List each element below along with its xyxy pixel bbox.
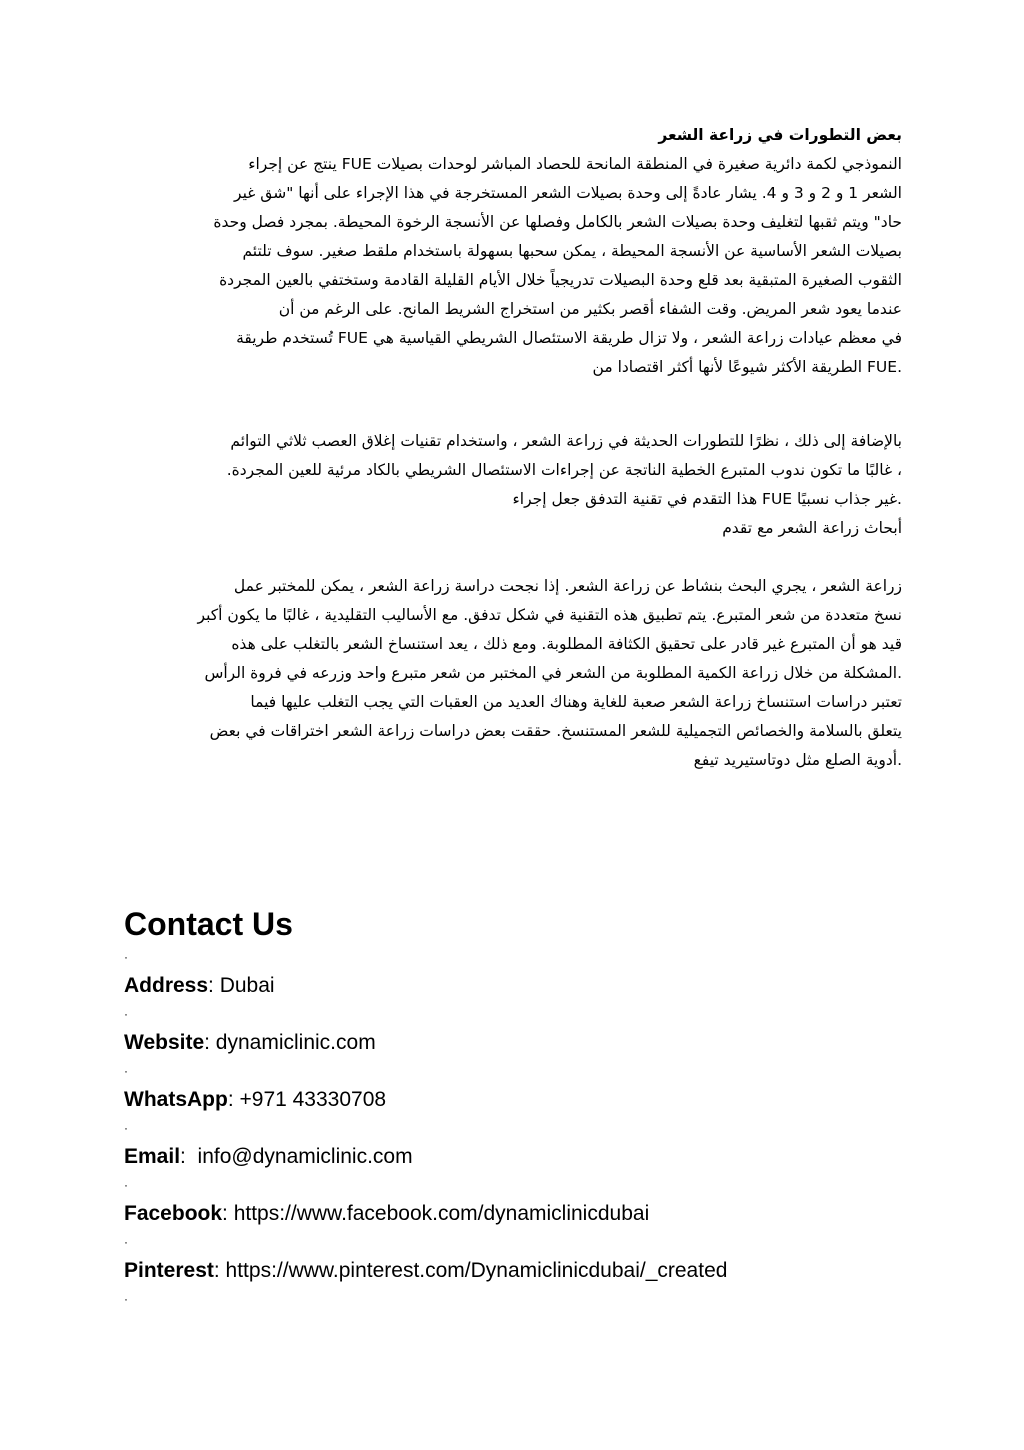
paragraph-line: حاد" ويتم ثقبها لتغليف وحدة بصيلات الشعر بالكامل وفصلها عن الأنسجة الرخوة المحيطة. بمجرد فصل وحدة [213,213,902,231]
whatsapp-number[interactable]: : +971 43330708 [227,1088,387,1111]
contact-row-email [124,1138,924,1176]
website-label: Website [124,1031,205,1054]
bullet-dot: · [124,1178,128,1192]
paragraph-line: قيد هو أن المتبرع غير قادر على تحقيق الكثافة المطلوبة. ومع ذلك ، يعد استنساخ الشعر بالتغلب على هذه [231,635,902,653]
bullet-dot: · [124,1292,128,1306]
section-heading: بعض التطورات في زراعة الشعر [658,126,902,144]
paragraph-line: في معظم عيادات زراعة الشعر ، ولا تزال طريقة الاستئصال الشريطي القياسية هي FUE تُستخدم طريقة [236,329,902,347]
paragraph-line: ، غالبًا ما تكون ندوب المتبرع الخطية الناتجة عن إجراءات الاستئصال الشريطي بالكاد مرئية للعين المجردة. [226,461,902,479]
paragraph-line: بالإضافة إلى ذلك ، نظرًا للتطورات الحديثة في زراعة الشعر ، واستخدام تقنيات إغلاق العصب ثلاثي التوائم [230,432,902,450]
pinterest-label: Pinterest [124,1259,214,1282]
article-section-3 [124,572,902,775]
address-label: Address [124,974,209,997]
bullet-dot: · [124,1121,128,1135]
contact-row-whatsapp [124,1081,924,1119]
article-section-2 [124,427,902,543]
contact-title: Contact Us [124,906,293,942]
whatsapp-label: WhatsApp [124,1088,228,1111]
paragraph-line: .غير جذاب نسبيًا FUE هذا التقدم في تقنية التدفق جعل إجراء [512,490,902,508]
pinterest-link[interactable]: : https://www.pinterest.com/Dynamiclinicdubai/_created [213,1259,728,1282]
paragraph-line: بصيلات الشعر الأساسية عن الأنسجة المحيطة ، يمكن سحبها بسهولة باستخدام ملقط صغير. سوف تلتئم [242,242,902,260]
paragraph-line: النموذجي لكمة دائرية صغيرة في المنطقة المانحة للحصاد المباشر لوحدات بصيلات FUE ينتج عن إجراء [248,155,902,173]
paragraph-line: الثقوب الصغيرة المتبقية بعد قلع وحدة البصيلات تدريجياً خلال الأيام القليلة القادمة وستختفي بالعين المجردة [219,271,902,289]
address-value: : Dubai [208,974,275,997]
article-section-1 [124,121,902,382]
paragraph-line: عندما يعود شعر المريض. وقت الشفاء أقصر بكثير من استخراج الشريط المانح. على الرغم من أن [278,300,902,318]
bullet-dot: · [124,1235,128,1249]
website-link[interactable]: : dynamiclinic.com [204,1031,376,1054]
paragraph-line: .FUE الطريقة الأكثر شيوعًا لأنها أكثر اقتصادا من [592,358,902,376]
paragraph-line: .أدوية الصلع مثل دوتاستيريد تيفع [693,751,902,769]
bullet-dot: · [124,1064,128,1078]
contact-row-website [124,1024,924,1062]
facebook-label: Facebook [124,1202,223,1225]
paragraph-line: تعتبر دراسات استنساخ زراعة الشعر صعبة للغاية وهناك العديد من العقبات التي يجب التغلب عليها فيما [250,693,902,711]
email-label: Email [124,1145,181,1168]
contact-row-facebook [124,1195,924,1233]
contact-row-address [124,967,924,1005]
bullet-dot: · [124,950,128,964]
paragraph-line: أبحاث زراعة الشعر مع تقدم [722,519,902,537]
paragraph-line: يتعلق بالسلامة والخصائص التجميلية للشعر المستنسخ. حققت بعض دراسات زراعة الشعر اختراقات في بعض [209,722,902,740]
email-link[interactable]: : info@dynamiclinic.com [180,1145,413,1168]
paragraph-line: الشعر 1 و 2 و 3 و 4. يشار عادةً إلى وحدة بصيلات الشعر المستخرجة في هذا الإجراء على أنها "شق غير [234,184,902,202]
paragraph-line: .المشكلة من خلال زراعة الكمية المطلوبة من الشعر في المختبر من شعر متبرع واحد وزرعه في فروة الرأس [204,664,902,682]
paragraph-line: زراعة الشعر ، يجري البحث بنشاط عن زراعة الشعر. إذا نجحت دراسة زراعة الشعر ، يمكن للمختبر عمل [233,577,902,595]
facebook-link[interactable]: : https://www.facebook.com/dynamiclinicdubai [222,1202,650,1225]
contact-row-pinterest [124,1252,924,1290]
bullet-dot: · [124,1007,128,1021]
contact-section [124,900,924,1309]
paragraph-line: نسخ متعددة من شعر المتبرع. يتم تطبيق هذه التقنية في شكل تدفق. مع الأساليب التقليدية ، غالبًا ما يكون أكبر [197,606,902,624]
